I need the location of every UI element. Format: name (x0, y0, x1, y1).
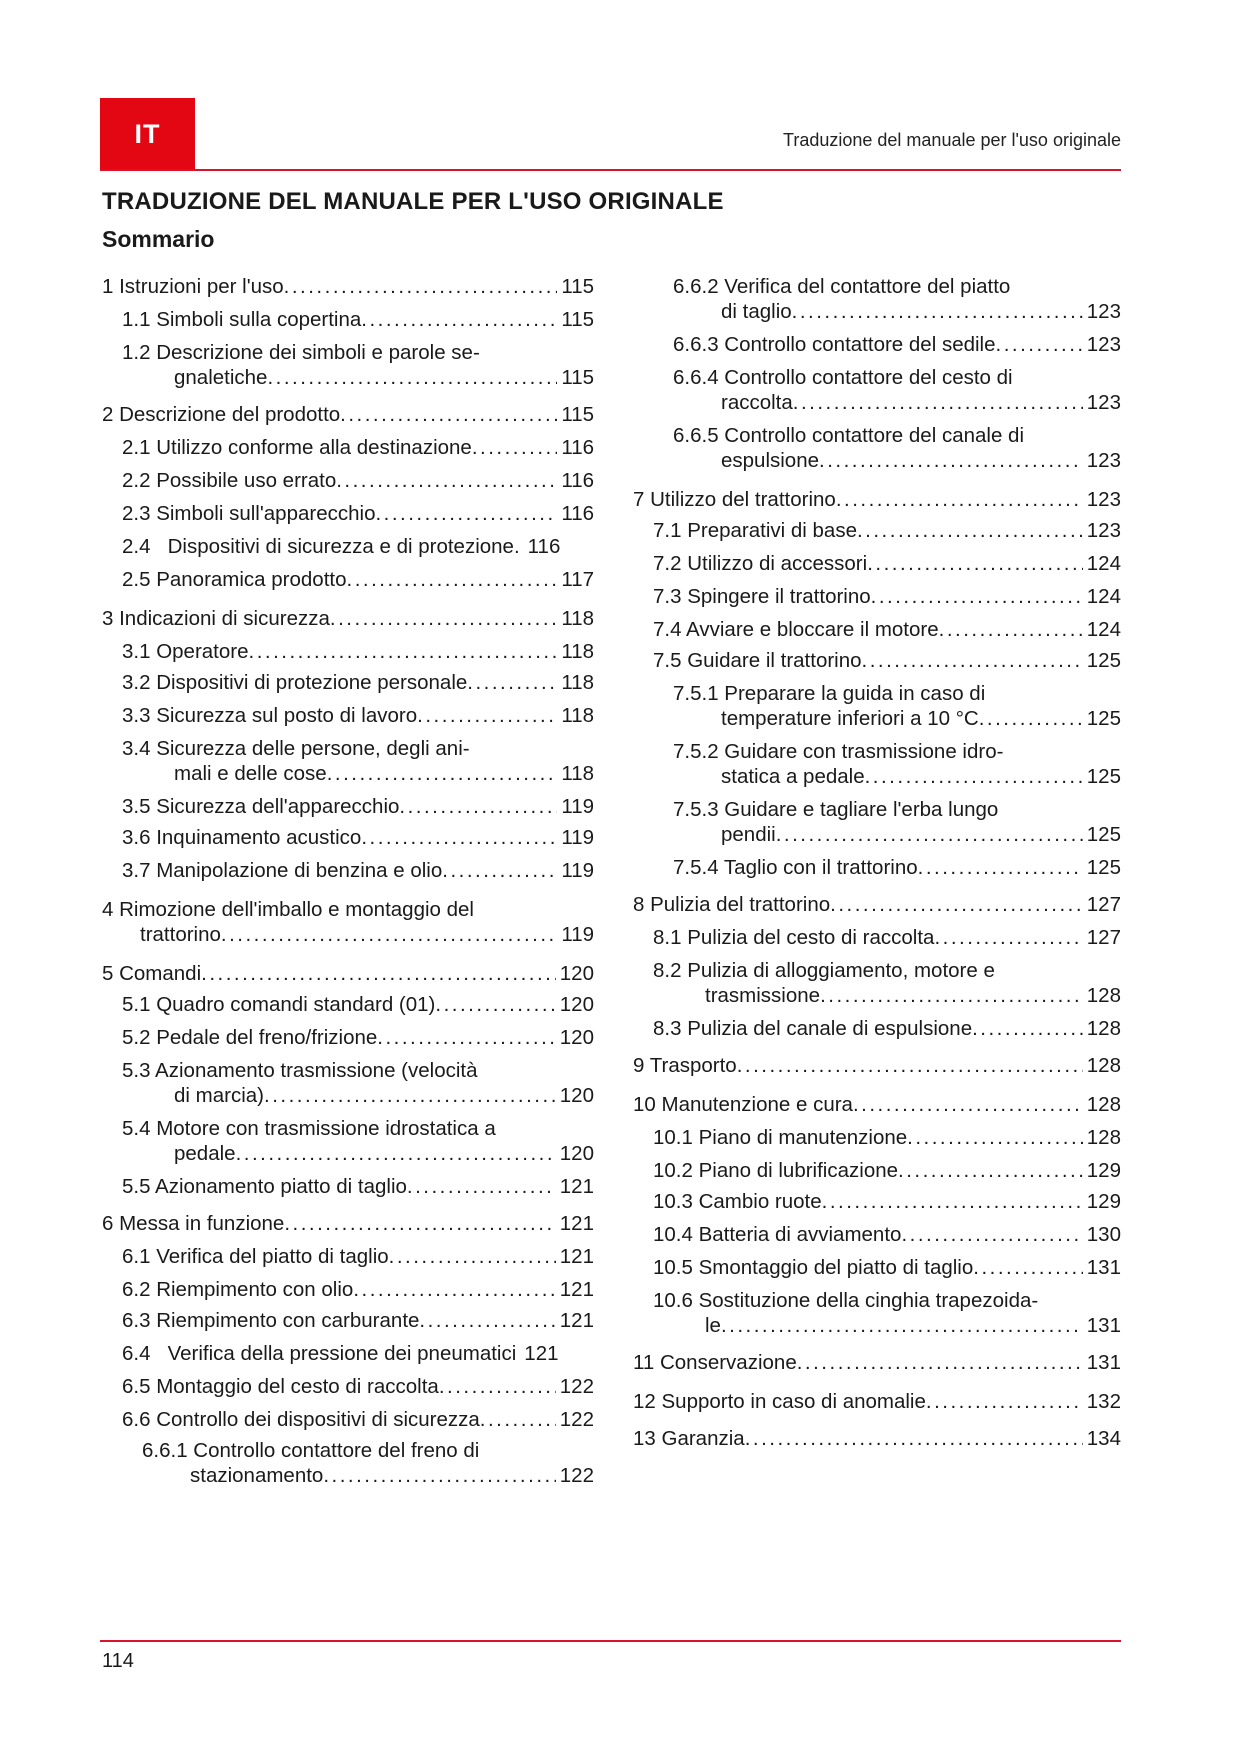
toc-entry-page: 128 (1086, 1017, 1121, 1040)
toc-entry-label: 8.1 Pulizia del cesto di raccolta (653, 926, 935, 949)
toc-entry[interactable] (633, 1255, 1121, 1280)
toc-entry-label: 5.5 Azionamento piatto di taglio (122, 1175, 407, 1198)
toc-entry[interactable] (102, 703, 594, 728)
leader-dots (336, 468, 557, 493)
toc-entry[interactable] (633, 617, 1121, 642)
toc-entry[interactable] (102, 340, 594, 390)
header-title: Traduzione del manuale per l'uso originale (783, 130, 1121, 150)
toc-entry-page: 124 (1086, 618, 1121, 641)
toc-entry[interactable] (102, 992, 594, 1017)
toc-entry[interactable] (102, 534, 594, 559)
toc-entry-label-cont: di taglio (721, 300, 792, 323)
toc-entry-label: 5.4 Motore con trasmissione idrostatica a (122, 1117, 496, 1140)
toc-entry-label: 6.6.2 Verifica del contattore del piatto (673, 275, 1011, 298)
toc-entry-page: 123 (1086, 300, 1121, 323)
leader-dots (857, 518, 1083, 543)
toc-entry-page: 121 (524, 1342, 559, 1365)
toc-entry-page: 118 (561, 671, 594, 694)
leader-dots (792, 299, 1083, 324)
toc-entry[interactable] (633, 1288, 1121, 1338)
toc-entry[interactable] (633, 855, 1121, 880)
toc-entry-label: 2.5 Panoramica prodotto (122, 568, 347, 591)
leader-dots (793, 390, 1083, 415)
toc-entry-page: 121 (559, 1309, 594, 1332)
toc-entry-label: 3.3 Sicurezza sul posto di lavoro (122, 704, 418, 727)
toc-entry[interactable] (633, 1053, 1121, 1078)
toc-heading: Sommario (102, 226, 215, 252)
toc-entry-page: 123 (1086, 333, 1121, 356)
toc-entry[interactable] (633, 1222, 1121, 1247)
toc-entry-label: 2.4 Dispositivi di sicurezza e di protezione. (122, 535, 520, 558)
leader-dots (836, 487, 1083, 512)
toc-entry-label: 3.7 Manipolazione di benzina e olio (122, 859, 443, 882)
leader-dots (375, 501, 557, 526)
leader-dots (907, 1125, 1083, 1150)
page-number: 114 (102, 1650, 134, 1672)
leader-dots (797, 1350, 1083, 1375)
toc-entry[interactable] (102, 307, 594, 332)
toc-entry-page: 120 (559, 993, 594, 1016)
toc-entry-label: 10.4 Batteria di avviamento (653, 1223, 902, 1246)
toc-entry-label: 8 Pulizia del trattorino (633, 893, 831, 916)
toc-entry-page: 121 (559, 1245, 594, 1268)
leader-dots (853, 1092, 1083, 1117)
toc-entry[interactable] (633, 739, 1121, 789)
leader-dots (871, 584, 1083, 609)
leader-dots (926, 1389, 1083, 1414)
toc-entry[interactable] (102, 468, 594, 493)
toc-entry[interactable] (633, 487, 1121, 512)
toc-entry-page: 122 (559, 1464, 594, 1487)
toc-entry-label-cont: temperature inferiori a 10 °C (721, 707, 979, 730)
toc-entry-label: 10.5 Smontaggio del piatto di taglio (653, 1256, 974, 1279)
toc-entry-label: 2.3 Simboli sull'apparecchio (122, 502, 376, 525)
toc-entry[interactable] (633, 797, 1121, 847)
toc-entry-label: 6.6.5 Controllo contattore del canale di (673, 424, 1025, 447)
language-tab: IT (100, 98, 195, 170)
toc-entry-label: 6.3 Riempimento con carburante (122, 1309, 420, 1332)
toc-entry-label: 3.6 Inquinamento acustico (122, 826, 362, 849)
leader-dots (284, 274, 558, 299)
toc-entry-page: 120 (559, 1142, 594, 1165)
toc-entry-page: 127 (1086, 926, 1121, 949)
toc-entry-page: 130 (1086, 1223, 1121, 1246)
toc-entry-label: 7.4 Avviare e bloccare il motore (653, 618, 939, 641)
toc-entry[interactable] (102, 1341, 594, 1366)
toc-entry-page: 116 (561, 436, 594, 459)
leader-dots (918, 855, 1083, 880)
leader-dots (435, 992, 555, 1017)
toc-entry-label: 3.5 Sicurezza dell'apparecchio (122, 795, 400, 818)
toc-entry-page: 115 (561, 308, 594, 331)
toc-entry[interactable] (102, 1308, 594, 1333)
leader-dots (822, 1189, 1083, 1214)
toc-entry-page: 124 (1086, 552, 1121, 575)
leader-dots (249, 639, 558, 664)
leader-dots (201, 961, 556, 986)
toc-entry[interactable] (102, 1374, 594, 1399)
leader-dots (830, 892, 1083, 917)
leader-dots (284, 1211, 555, 1236)
toc-entry-page: 128 (1086, 1054, 1121, 1077)
toc-entry[interactable] (102, 1277, 594, 1302)
toc-entry-page: 116 (561, 502, 594, 525)
toc-entry-label: 12 Supporto in caso di anomalie (633, 1390, 926, 1413)
toc-entry[interactable] (633, 551, 1121, 576)
toc-entry-label: 2.2 Possibile uso errato (122, 469, 337, 492)
toc-entry-label-cont: trattorino (140, 923, 221, 946)
leader-dots (264, 1083, 556, 1108)
toc-entry[interactable] (102, 274, 594, 299)
toc-entry-label: 3 Indicazioni di sicurezza (102, 607, 330, 630)
toc-entry-page: 123 (1086, 488, 1121, 511)
toc-entry[interactable] (633, 681, 1121, 731)
leader-dots (353, 1277, 555, 1302)
toc-entry-page: 116 (561, 469, 594, 492)
toc-entry[interactable] (633, 423, 1121, 473)
toc-entry-label-cont: raccolta (721, 391, 793, 414)
toc-entry-page: 125 (1086, 649, 1121, 672)
toc-entry-label: 3.4 Sicurezza delle persone, degli ani- (122, 737, 470, 760)
toc-entry-label: 7.2 Utilizzo di accessori (653, 552, 868, 575)
toc-entry-label: 6.6.1 Controllo contattore del freno di (142, 1439, 480, 1462)
toc-entry-label: 6.2 Riempimento con olio (122, 1278, 354, 1301)
toc-entry-page: 128 (1086, 984, 1121, 1007)
toc-entry-page: 128 (1086, 1093, 1121, 1116)
toc-entry[interactable] (633, 584, 1121, 609)
toc-entry[interactable] (102, 1025, 594, 1050)
toc-entry-page: 125 (1086, 707, 1121, 730)
toc-entry-page: 121 (559, 1212, 594, 1235)
toc-entry-label: 10.2 Piano di lubrificazione (653, 1159, 899, 1182)
toc-entry-page: 123 (1086, 391, 1121, 414)
toc-entry[interactable] (102, 670, 594, 695)
toc-entry-label: 2.1 Utilizzo conforme alla destinazione (122, 436, 472, 459)
toc-entry-page: 120 (559, 1084, 594, 1107)
toc-entry[interactable] (102, 567, 594, 592)
toc-entry-label: 8.3 Pulizia del canale di espulsione (653, 1017, 973, 1040)
toc-entry-label: 7.5.2 Guidare con trasmissione idro- (673, 740, 1004, 763)
toc-entry[interactable] (633, 274, 1121, 324)
toc-entry-page: 134 (1086, 1427, 1121, 1450)
toc-entry[interactable] (633, 648, 1121, 673)
leader-dots (972, 1016, 1083, 1041)
toc-entry-label-cont: espulsione (721, 449, 820, 472)
toc-entry[interactable] (102, 501, 594, 526)
toc-entry-page: 127 (1086, 893, 1121, 916)
leader-dots (979, 706, 1083, 731)
leader-dots (820, 983, 1083, 1008)
leader-dots (323, 1463, 555, 1488)
leader-dots (347, 567, 558, 592)
toc-entry-label: 10.1 Piano di manutenzione (653, 1126, 908, 1149)
toc-entry-page: 131 (1086, 1314, 1121, 1337)
toc-entry[interactable] (102, 1174, 594, 1199)
leader-dots (901, 1222, 1082, 1247)
leader-dots (221, 922, 557, 947)
toc-entry-page: 121 (559, 1175, 594, 1198)
leader-dots (389, 1244, 556, 1269)
toc-entry-label: 6.6.3 Controllo contattore del sedile (673, 333, 996, 356)
toc-entry-page: 125 (1086, 765, 1121, 788)
toc-entry-page: 119 (561, 923, 594, 946)
toc-entry-label-cont: pedale (174, 1142, 236, 1165)
toc-entry-label: 6.5 Montaggio del cesto di raccolta (122, 1375, 439, 1398)
toc-entry[interactable] (102, 794, 594, 819)
toc-entry[interactable] (102, 402, 594, 427)
toc-entry-label: 7.5 Guidare il trattorino (653, 649, 862, 672)
toc-entry-label: 6 Messa in funzione (102, 1212, 285, 1235)
leader-dots (898, 1158, 1083, 1183)
toc-entry-label: 3.2 Dispositivi di protezione personale (122, 671, 468, 694)
toc-entry[interactable] (633, 1092, 1121, 1117)
toc-entry-page: 125 (1086, 823, 1121, 846)
toc-entry-page: 125 (1086, 856, 1121, 879)
toc-entry-page: 128 (1086, 1126, 1121, 1149)
leader-dots (467, 670, 557, 695)
toc-entry[interactable] (633, 1158, 1121, 1183)
toc-entry-label-cont: statica a pedale (721, 765, 865, 788)
toc-entry-page: 120 (559, 1026, 594, 1049)
toc-entry[interactable] (633, 365, 1121, 415)
toc-entry-label: 5.3 Azionamento trasmissione (velocità (122, 1059, 478, 1082)
toc-entry-page: 118 (561, 607, 594, 630)
leader-dots (377, 1025, 556, 1050)
toc-entry-label: 6.4 Verifica della pressione dei pneumatici (122, 1342, 517, 1365)
leader-dots (721, 1313, 1083, 1338)
toc-entry-page: 124 (1086, 585, 1121, 608)
toc-entry[interactable] (633, 1189, 1121, 1214)
leader-dots (939, 617, 1083, 642)
toc-entry-label: 5.2 Pedale del freno/frizione (122, 1026, 378, 1049)
toc-entry-page: 123 (1086, 449, 1121, 472)
toc-entry-page: 132 (1086, 1390, 1121, 1413)
toc-entry-page: 121 (559, 1278, 594, 1301)
toc-entry[interactable] (633, 925, 1121, 950)
toc-entry-label: 1 Istruzioni per l'uso (102, 275, 284, 298)
toc-entry-label: 6.6 Controllo dei dispositivi di sicurezza (122, 1408, 480, 1431)
toc-entry-page: 115 (561, 275, 594, 298)
toc-entry-label: 10 Manutenzione e cura (633, 1093, 853, 1116)
toc-entry-page: 115 (561, 366, 594, 389)
toc-entry[interactable] (102, 1211, 594, 1236)
toc-entry[interactable] (102, 736, 594, 786)
toc-column-left (102, 274, 594, 1488)
leader-dots (480, 1407, 556, 1432)
leader-dots (867, 551, 1083, 576)
leader-dots (439, 1374, 556, 1399)
toc-entry-label: 8.2 Pulizia di alloggiamento, motore e (653, 959, 995, 982)
toc-entry[interactable] (633, 1350, 1121, 1375)
toc-entry-page: 120 (559, 962, 594, 985)
toc-entry[interactable] (102, 1058, 594, 1108)
leader-dots (340, 402, 557, 427)
toc-entry-page: 119 (561, 859, 594, 882)
leader-dots (819, 448, 1083, 473)
toc-entry[interactable] (102, 1407, 594, 1432)
toc-entry-label: 6.6.4 Controllo contattore del cesto di (673, 366, 1013, 389)
toc-entry-label: 7.5.3 Guidare e tagliare l'erba lungo (673, 798, 999, 821)
leader-dots (442, 858, 557, 883)
toc-entry-page: 122 (559, 1408, 594, 1431)
toc-entry-label: 7.5.1 Preparare la guida in caso di (673, 682, 986, 705)
toc-entry-label: 7.5.4 Taglio con il trattorino (673, 856, 918, 879)
toc-entry[interactable] (633, 332, 1121, 357)
toc-entry-label: 10.3 Cambio ruote (653, 1190, 822, 1213)
toc-entry-page: 118 (561, 762, 594, 785)
toc-entry[interactable] (102, 1116, 594, 1166)
toc-entry[interactable] (633, 1016, 1121, 1041)
toc-entry-page: 116 (527, 535, 561, 558)
leader-dots (361, 307, 557, 332)
leader-dots (419, 1308, 555, 1333)
toc-entry-label-cont: mali e delle cose (174, 762, 327, 785)
toc-entry-page: 115 (561, 403, 594, 426)
toc-entry-page: 131 (1086, 1351, 1121, 1374)
toc-entry-page: 119 (561, 826, 594, 849)
toc-entry-label: 11 Conservazione (633, 1351, 797, 1374)
toc-entry-label: 5 Comandi (102, 962, 202, 985)
toc-entry-label-cont: di marcia) (174, 1084, 264, 1107)
toc-entry-label-cont: trasmissione (705, 984, 821, 1007)
toc-entry[interactable] (633, 1125, 1121, 1150)
leader-dots (330, 606, 557, 631)
leader-dots (267, 365, 557, 390)
toc-entry-page: 119 (561, 795, 594, 818)
toc-entry[interactable] (102, 1438, 594, 1488)
toc-entry-page: 129 (1086, 1159, 1121, 1182)
leader-dots (407, 1174, 556, 1199)
toc-entry[interactable] (633, 958, 1121, 1008)
leader-dots (934, 925, 1082, 950)
header-divider (100, 169, 1121, 171)
toc-entry-page: 131 (1086, 1256, 1121, 1279)
toc-entry-label: 6.1 Verifica del piatto di taglio (122, 1245, 389, 1268)
toc-entry-page: 117 (561, 568, 594, 591)
toc-entry[interactable] (102, 897, 594, 947)
toc-entry-page: 122 (559, 1375, 594, 1398)
toc-entry[interactable] (102, 825, 594, 850)
leader-dots (973, 1255, 1083, 1280)
toc-entry-label: 4 Rimozione dell'imballo e montaggio del (102, 898, 474, 921)
toc-entry[interactable] (102, 639, 594, 664)
toc-entry-label: 7.3 Spingere il trattorino (653, 585, 871, 608)
toc-entry-page: 123 (1086, 519, 1121, 542)
leader-dots (417, 703, 557, 728)
toc-entry-label-cont: gnaletiche (174, 366, 268, 389)
leader-dots (737, 1053, 1083, 1078)
toc-entry-label: 5.1 Quadro comandi standard (01) (122, 993, 436, 1016)
toc-entry-page: 118 (561, 704, 594, 727)
page-title: TRADUZIONE DEL MANUALE PER L'USO ORIGINALE (102, 188, 724, 215)
toc-entry[interactable] (633, 1389, 1121, 1414)
toc-column-right (633, 274, 1121, 1451)
leader-dots (996, 332, 1083, 357)
leader-dots (745, 1426, 1083, 1451)
toc-entry[interactable] (633, 1426, 1121, 1451)
leader-dots (865, 764, 1083, 789)
toc-entry-label: 10.6 Sostituzione della cinghia trapezoida- (653, 1289, 1039, 1312)
toc-entry[interactable] (633, 518, 1121, 543)
toc-entry-label: 1.1 Simboli sulla copertina (122, 308, 362, 331)
toc-entry-label: 2 Descrizione del prodotto (102, 403, 341, 426)
toc-entry[interactable] (102, 606, 594, 631)
leader-dots (327, 761, 558, 786)
leader-dots (236, 1141, 556, 1166)
toc-entry-page: 129 (1086, 1190, 1121, 1213)
leader-dots (361, 825, 557, 850)
toc-entry-label: 7 Utilizzo del trattorino (633, 488, 836, 511)
leader-dots (862, 648, 1083, 673)
toc-entry[interactable] (633, 892, 1121, 917)
toc-entry-label-cont: pendii (721, 823, 776, 846)
leader-dots (399, 794, 557, 819)
leader-dots (776, 822, 1083, 847)
toc-entry-label: 9 Trasporto (633, 1054, 737, 1077)
toc-entry-label: 3.1 Operatore (122, 640, 249, 663)
toc-entry[interactable] (102, 961, 594, 986)
leader-dots (472, 435, 557, 460)
toc-entry-label: 7.1 Preparativi di base (653, 519, 857, 542)
toc-entry-label-cont: le (705, 1314, 721, 1337)
footer-divider (100, 1640, 1121, 1642)
toc-entry[interactable] (102, 435, 594, 460)
toc-entry-label: 1.2 Descrizione dei simboli e parole se- (122, 341, 480, 364)
toc-entry-label: 13 Garanzia (633, 1427, 745, 1450)
toc-entry-page: 118 (561, 640, 594, 663)
toc-entry[interactable] (102, 858, 594, 883)
toc-entry-label-cont: stazionamento (190, 1464, 324, 1487)
toc-entry[interactable] (102, 1244, 594, 1269)
